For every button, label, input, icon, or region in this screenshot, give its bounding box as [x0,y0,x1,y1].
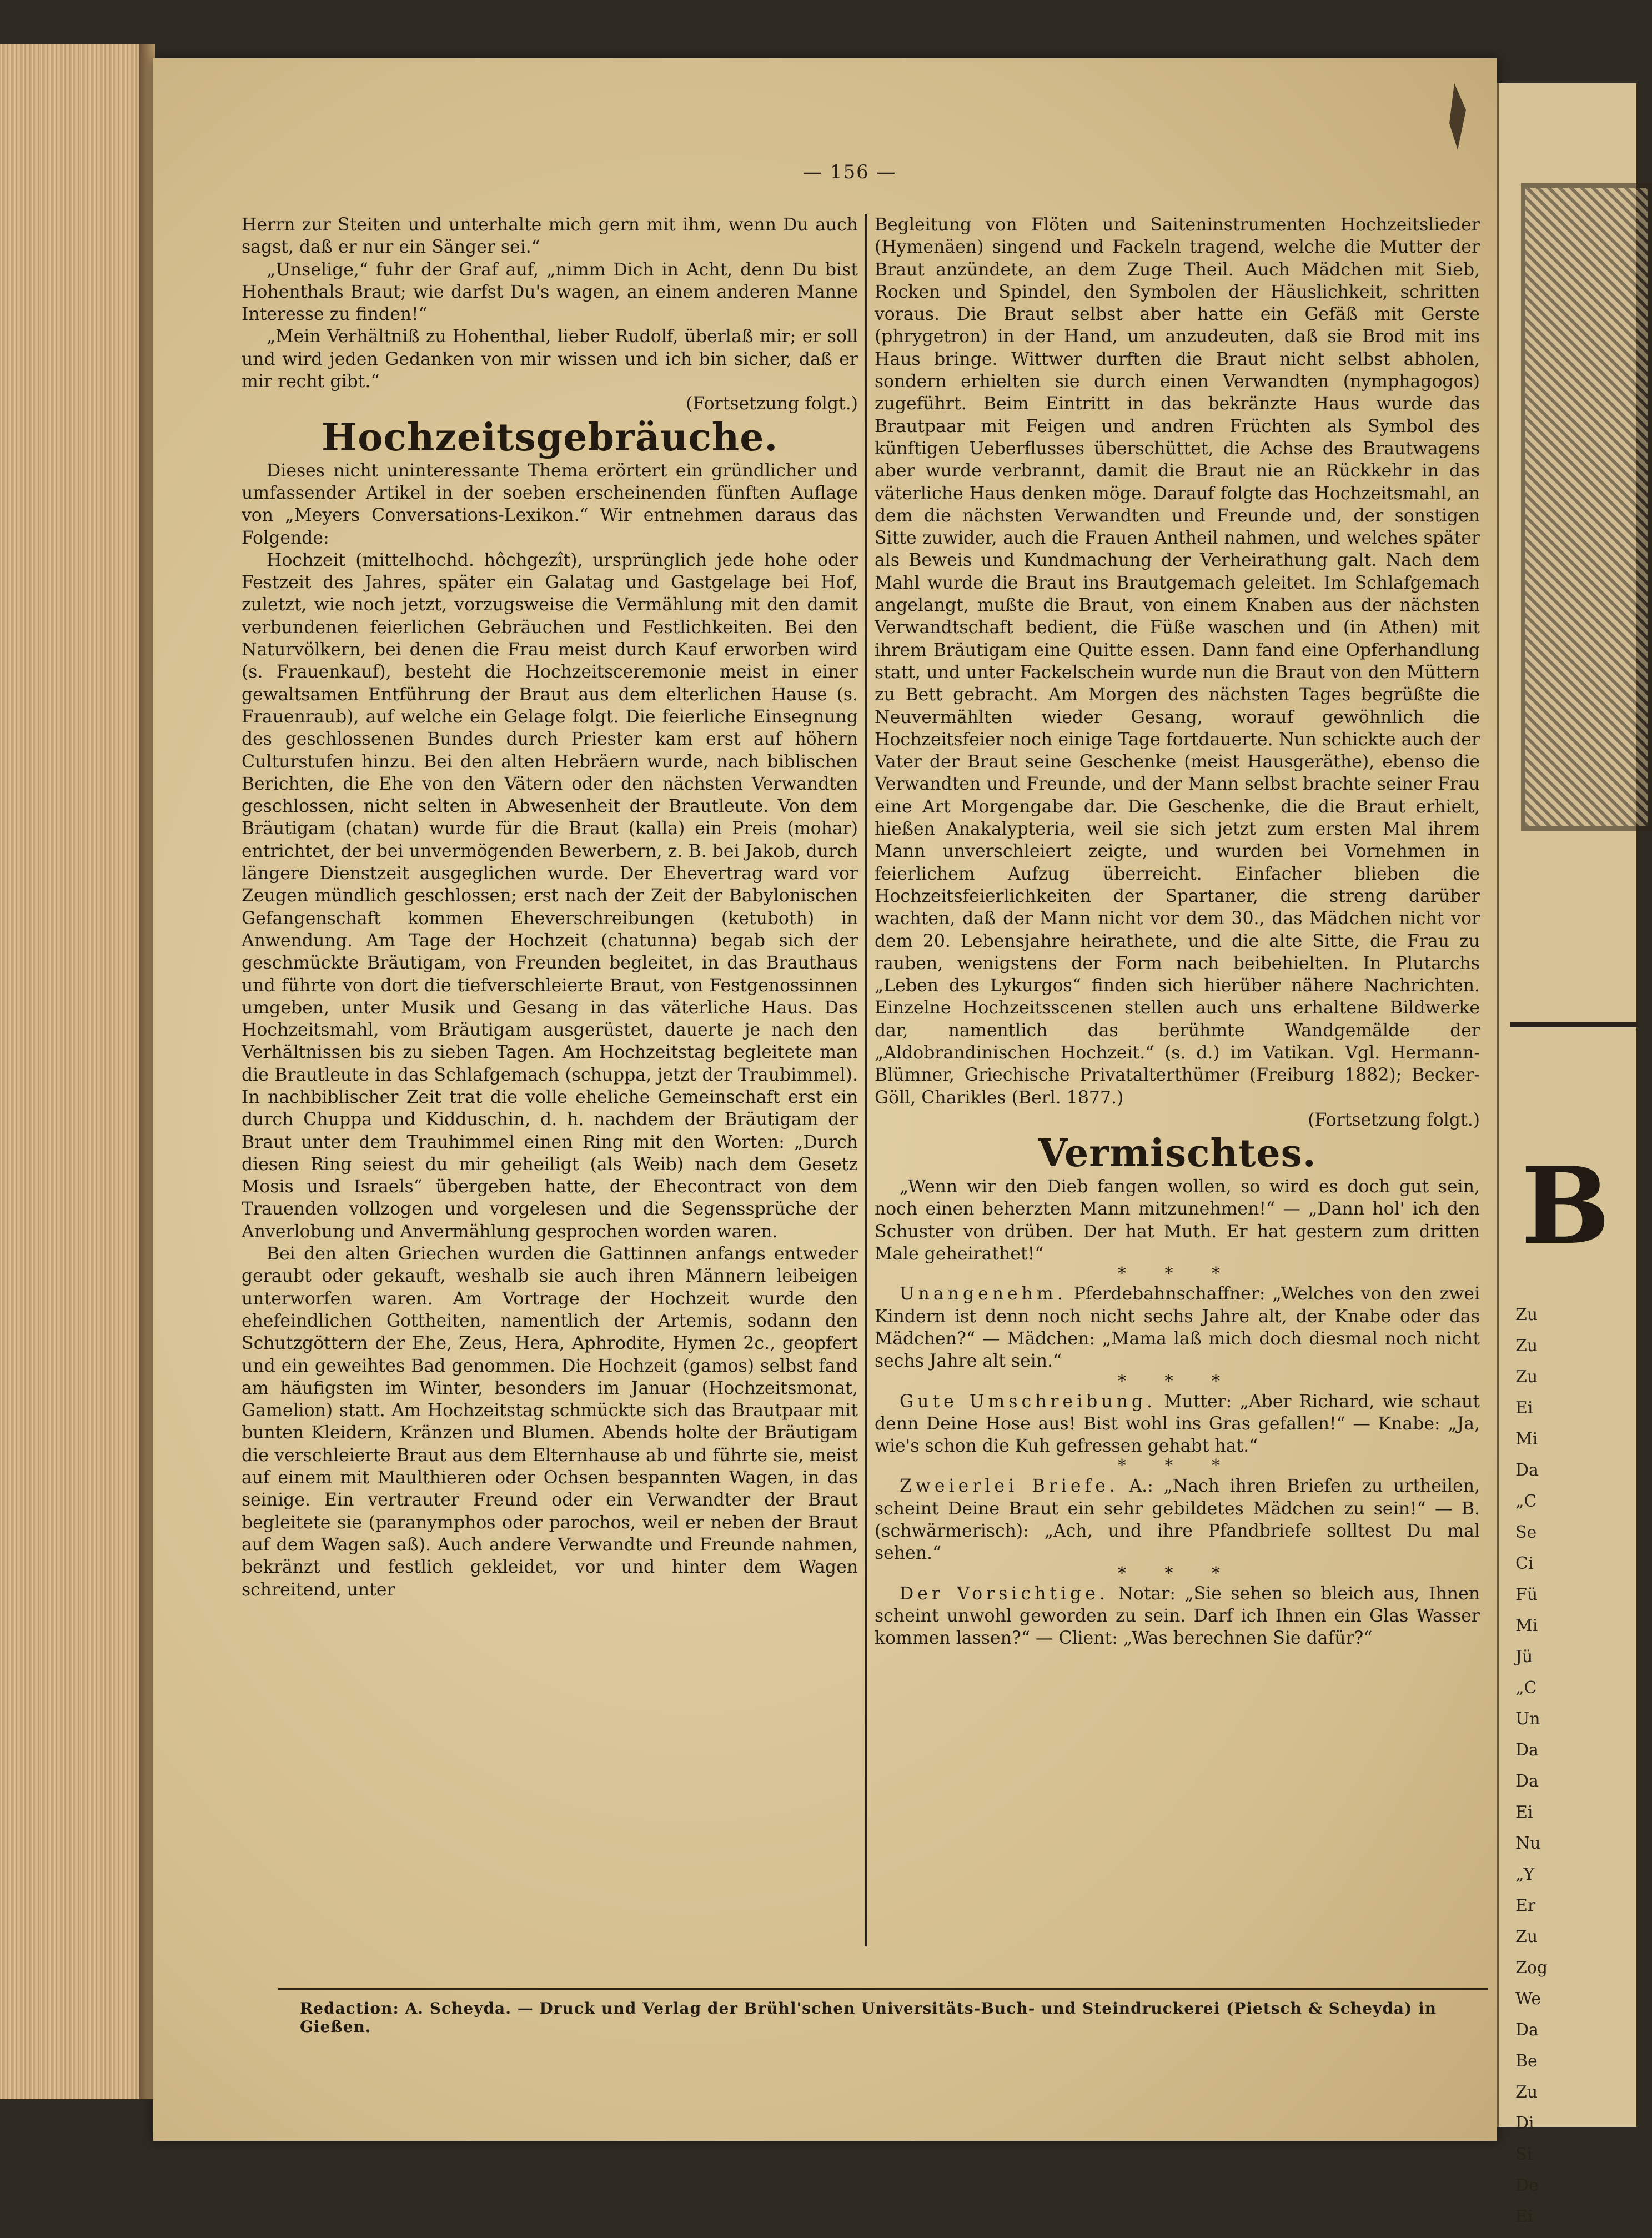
book-page-stack [0,44,141,2099]
joke-3 [875,1391,1480,1458]
adjacent-fragment: Se [1515,1523,1537,1542]
adjacent-fragment: Jü [1515,1647,1533,1667]
adjacent-fragment: Un [1515,1709,1540,1729]
adjacent-fragment: Da [1515,1461,1539,1480]
left-column [242,214,858,1601]
story-ending-p1: Herrn zur Steiten und unterhalte mich gern mit ihm, wenn Du auch sagst, daß er nur ein Sänger sei.“ [242,215,858,258]
footer-rule [278,1988,1488,1990]
adjacent-fragment: We [1515,1989,1541,2009]
right-column [875,214,1480,1650]
joke-4-text: A.: „Nach ihren Briefen zu urtheilen, scheint Deine Braut ein sehr gebildetes Mädchen zu sein!“ — B. (schwärmerisch): „Ach, und ihre Pfandbriefe solltest Du mal sehen.“ [875,1476,1480,1564]
story-ending-p3: „Mein Verhältniß zu Hohenthal, lieber Rudolf, überlaß mir; er soll und wird jeden Gedanken von mir wissen und ich bin sicher, daß er mir recht gibt.“ [242,327,858,392]
joke-3-text: Mutter: „Aber Richard, wie schaut denn Deine Hose aus! Bist wohl ins Gras gefallen!“ — Knabe: „Ja, wie's schon die Kuh gefressen gehabt hat.“ [875,1391,1480,1457]
joke-2-title: Unangenehm. [900,1284,1067,1304]
adjacent-fragment: Zu [1515,2083,1538,2102]
article-heading-hochzeit: Hochzeitsgebräuche. [321,415,779,460]
adjacent-fragment: De [1515,2176,1539,2195]
joke-2-text: Pferdebahnschaffner: „Welches von den zwei Kindern ist denn noch nicht sechs Jahre alt, der Knabe oder das Mädchen?“ — Mädchen: „Mama laß mich doch diesmal noch nicht sechs Jahre alt sein.“ [875,1284,1480,1372]
article-body-hebrews: Hochzeit (mittelhochd. hôchgezît), ursprünglich jede hohe oder Festzeit des Jahres, später ein Galatag und Gastgelage bei Hof, zuletzt, wie noch jetzt, vorzugsweise die Vermählung mit den damit verbundenen feierlichen Gebräuchen und Festlichkeiten. Bei den Naturvölkern, bei denen die Frau meist durch Kauf erworben wird (s. Frauenkauf), besteht die Hochzeitsceremonie meist in einer gewaltsamen Entführung der Braut aus dem elterlichen Hause (s. Frauenraub), auf welche ein Gelage folgt. Die feierliche Einsegnung des geschlossenen Bundes durch Priester kam erst auf höhern Culturstufen hinzu. Bei den alten Hebräern wurde, nach biblischen Berichten, die Ehe von den Vätern oder den nächsten Verwandten geschlossen, nicht selten in Abwesenheit der Brautleute. Von dem Bräutigam (chatan) wurde für die Braut (kalla) ein Preis (mohar) entrichtet, der bei unvermögenden Bewerbern, z. B. bei Jakob, durch längere Dienstzeit ausgeglichen wurde. Der Ehevertrag ward vor Zeugen mündlich geschlossen; erst nach der Zeit der Babylonischen Gefangenschaft kommen Eheverschreibungen (ketuboth) in Anwendung. Am Tage der Hochzeit (chatunna) begab sich der geschmückte Bräutigam, von Freunden begleitet, in das Brauthaus und führte von dort die tiefverschleierte Braut, von Festgenossinnen umgeben, unter Musik und Gesang in das väterliche Haus. Das Hochzeitsmahl, vom Bräutigam ausgerüstet, dauerte je nach den Verhältnissen bis zu sieben Tagen. Am Hochzeitstag begleitete man die Brautleute in das Schlafgemach (schuppa, jetzt der Traubimmel). In nachbiblischer Zeit trat die volle eheliche Gemeinschaft erst ein durch Chuppa und Kidduschin, d. h. nachdem der Bräutigam der Braut unter dem Trauhimmel einen Ring mit den Worten: „Durch diesen Ring seiest du mir geheiligt (als Weib) nach dem Gesetz Mosis und Israels“ übergeben hatte, der Ehecontract von dem Trauenden vollzogen und vorgelesen und die Segenssprüche der Anverlobung und Anvermählung gesprochen worden waren. [242,550,858,1242]
joke-5 [875,1583,1480,1650]
adjacent-fragment: Zu [1515,1367,1538,1387]
column-divider [865,214,867,1946]
adjacent-fragment: Ei [1515,1398,1533,1418]
joke-2 [875,1283,1480,1372]
adjacent-fragment: Da [1515,2020,1539,2040]
adjacent-fragment: „C [1515,1678,1537,1698]
adjacent-fragment: Ei [1515,2207,1533,2226]
adjacent-fragment: Di [1515,2114,1534,2133]
adjacent-fragment: Da [1515,1772,1539,1791]
separator-stars: * * * [1117,1264,1237,1284]
adjacent-fragment: Fü [1515,1585,1538,1604]
adjacent-fragment: Ei [1515,1803,1533,1822]
adjacent-fragment: Ci [1515,1554,1534,1573]
adjacent-rule [1510,1022,1638,1027]
adjacent-fragment: Nu [1515,1834,1541,1853]
article-intro: Dieses nicht uninteressante Thema erörtert ein gründlicher und umfassender Artikel in der soeben erscheinenden fünften Auflage von „Meyers Conversations-Lexikon.“ Wir entnehmen daraus das Folgende: [242,460,858,548]
separator-stars: * * * [1117,1371,1237,1391]
joke-4 [875,1475,1480,1564]
adjacent-fragment: Be [1515,2051,1538,2071]
adjacent-fragment: Zog [1515,1958,1548,1978]
article-continued: Begleitung von Flöten und Saiteninstrumenten Hochzeitslieder (Hymenäen) singend und Fackeln tragend, welche die Mutter der Braut anzündete, an dem Zuge Theil. Auch Mädchen mit Sieb, Rocken und Spindel, den Symbolen der Häuslichkeit, schritten voraus. Die Braut selbst aber hatte ein Gefäß mit Gerste (phrygetron) in der Hand, um anzudeuten, daß sie Brod mit ins Haus bringe. Wittwer durften die Braut nicht selbst abholen, sondern erhielten sie durch einen Verwandten (nymphagogos) zugeführt. Beim Eintritt in das bekränzte Haus wurde das Brautpaar mit Feigen und andren Früchten als Symbol des künftigen Ueberflusses überschüttet, die Achse des Brautwagens aber wurde verbrannt, damit die Braut nie an Rückkehr in das väterliche Haus denken möge. Darauf folgte das Hochzeitsmahl, an dem die nächsten Verwandten und Freunde und, der sonstigen Sitte zuwider, auch die Frauen Antheil nahmen, und welches später als Beweis und Kundmachung der Verheirathung galt. Nach dem Mahl wurde die Braut ins Brautgemach geleitet. Im Schlafgemach angelangt, mußte die Braut, von einem Knaben aus der nächsten Verwandtschaft bedient, die Füße waschen und (in Athen) mit ihrem Bräutigam eine Quitte essen. Dann fand eine Opferhandlung statt, und unter Fackelschein wurde nun die Braut von den Müttern zu Bett gebracht. Am Morgen des nächsten Tages begrüßte die Neuvermählten wieder Gesang, worauf gewöhnlich die Hochzeitsfeier noch einige Tage fortdauerte. Nun schickte auch der Vater der Braut seine Geschenke (meist Hausgeräthe), ebenso die Verwandten und Freunde, und der Mann selbst brachte seiner Frau eine Art Morgengabe dar. Die Geschenke, die die Braut erhielt, hießen Anakalypteria, weil sie sich jetzt zum ersten Mal ihrem Mann unverschleiert zeigte, und wurden bei Vornehmen in feierlichem Aufzug überreicht. Einfacher blieben die Hochzeitsfeierlichkeiten der Spartaner, die streng darüber wachten, daß der Mann nicht vor dem 30., das Mädchen nicht vor dem 20. Lebensjahre heirathete, und die alte Sitte, die Frau zu rauben, wenigstens der Form nach beibehielten. In Plutarchs „Leben des Lykurgos“ finden sich hierüber nähere Nachrichten. Einzelne Hochzeitsscenen stellen auch uns erhaltene Bildwerke dar, namentlich das berühmte Wandgemälde der „Aldobrandinischen Hochzeit.“ (s. d.) im Vatikan. Vgl. Hermann-Blümner, Griechische Privatalterthümer (Freiburg 1882); Becker-Göll, Charikles (Berl. 1877.) [875,215,1480,1108]
ornament-illustration [1521,183,1652,831]
joke-1: „Wenn wir den Dieb fangen wollen, so wird es doch gut sein, noch einen beherzten Mann mitzunehmen!“ — „Dann hol' ich den Schuster von drüben. Der hat Muth. Er hat gestern zum dritten Male geheirathet!“ [875,1177,1480,1264]
adjacent-text-fragments [1515,1305,1560,2238]
imprint-footer: Redaction: A. Scheyda. — Druck und Verlag der Brühl'schen Universitäts-Buch- und Steindruckerei (Pietsch & Scheyda) in Gießen. [300,1999,1437,2036]
article-body-greeks: Bei den alten Griechen wurden die Gattinnen anfangs entweder geraubt oder gekauft, weshalb sie auch ihren Männern leibeigen unterworfen waren. Am Vortrage der Hochzeit wurde den ehefeindlichen Gottheiten, namentlich der Artemis, sodann den Schutzgöttern der Ehe, Zeus, Hera, Aphrodite, Hymen 2c., geopfert und ein geweihtes Bad genommen. Die Hochzeit (gamos) selbst fand am häufigsten im Winter, besonders im Januar (Hochzeitsmonat, Gamelion) statt. Am Hochzeitstag schmückte sich das Brautpaar mit bunten Kleidern, Kränzen und Blumen. Abends holte der Bräutigam die verschleierte Braut aus dem Elternhause ab und führte sie, meist auf einem mit Maulthieren oder Ochsen bespannten Wagen, in das seinige. Ein vertrauter Freund oder ein Verwandter der Braut begleitete sie (paranymphos oder parochos, weil er neben der Braut auf dem Wagen saß). Auch andere Verwandte und Freunde nahmen, bekränzt und festlich gekleidet, vor und hinter dem Wagen schreitend, unter [242,1244,858,1600]
joke-5-title: Der Vorsichtige. [900,1583,1109,1604]
separator-stars: * * * [1117,1563,1237,1583]
continuation-note-left: (Fortsetzung folgt.) [686,394,858,414]
adjacent-fragment: Da [1515,1740,1539,1760]
adjacent-fragment: Si [1515,2145,1533,2164]
adjacent-fragment: Zu [1515,1336,1538,1356]
adjacent-big-letter: B [1521,1144,1610,1268]
adjacent-fragment: Zu [1515,1305,1538,1324]
joke-5-text: Notar: „Sie sehen so bleich aus, Ihnen scheint unwohl geworden zu sein. Darf ich Ihnen ein Glas Wasser kommen lassen?“ — Client: „Was berechnen Sie dafür?“ [875,1583,1480,1649]
story-ending-p2: „Unselige,“ fuhr der Graf auf, „nimm Dich in Acht, denn Du bist Hohenthals Braut; wie darfst Du's wagen, an einem anderen Manne Interesse zu finden!“ [242,259,858,325]
joke-3-title: Gute Umschreibung. [900,1391,1157,1412]
page-number: — 156 — [803,161,897,183]
joke-4-title: Zweierlei Briefe. [900,1476,1119,1497]
adjacent-fragment: Mi [1515,1429,1538,1449]
adjacent-page [1497,83,1636,2226]
separator-stars: * * * [1117,1456,1237,1476]
section-heading-vermischtes: Vermischtes. [1038,1131,1317,1176]
adjacent-fragment: „Y [1515,1865,1535,1884]
adjacent-fragment: Mi [1515,1616,1538,1635]
continuation-note-right: (Fortsetzung folgt.) [1308,1110,1480,1130]
adjacent-fragment: „C [1515,1492,1537,1511]
adjacent-fragment: Er [1515,1896,1536,1915]
adjacent-fragment: Zu [1515,1927,1538,1946]
